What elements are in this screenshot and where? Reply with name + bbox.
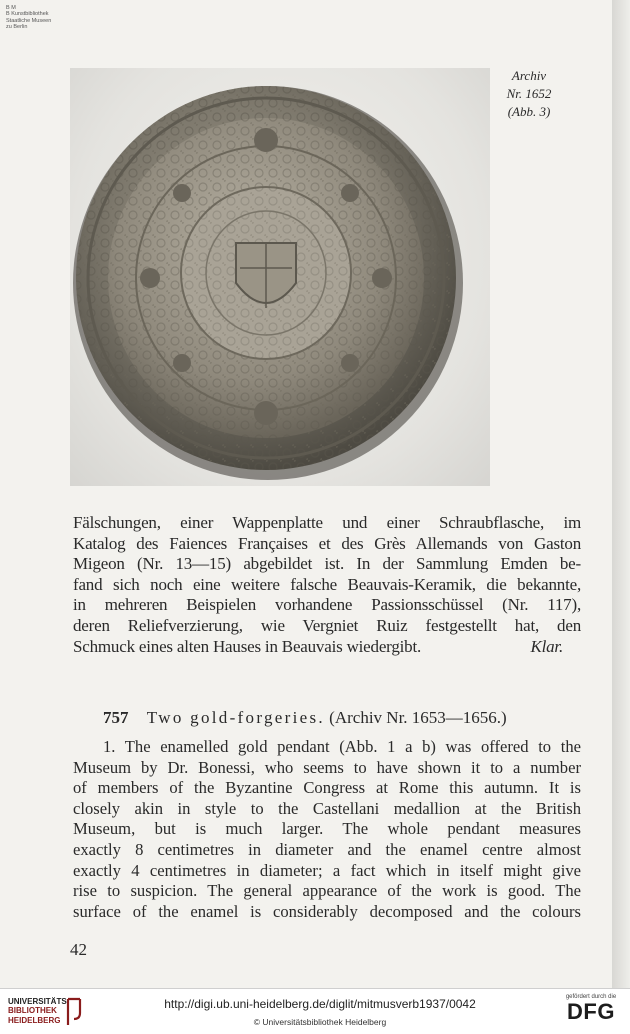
plate-photograph	[70, 68, 490, 486]
caption-line: (Abb. 3)	[507, 104, 551, 119]
text-line: exactly 8 centimetres in diameter and the enamel centre almost	[73, 839, 581, 859]
text-line: exactly 4 centimetres in diameter; a fact which in itself might give	[73, 860, 581, 880]
logo-line: BIBLIOTHEK	[8, 1006, 57, 1016]
german-paragraph	[73, 513, 581, 657]
ornamented-plate-image	[70, 68, 490, 486]
text-line: 1. The enamelled gold pendant (Abb. 1 a b) was offered to the	[103, 737, 581, 756]
dfg-wordmark: DFG	[567, 999, 615, 1024]
page-number: 42	[70, 940, 87, 959]
text-line-content: Schmuck eines alten Hauses in Beauvais wiedergibt.	[73, 636, 422, 656]
text-line: Migeon (Nr. 13—15) abgebildet ist. In der Sammlung Emden be-	[73, 554, 581, 574]
text-line: deren Reliefverzierung, wie Vergniet Ruiz festgestellt hat, den	[73, 615, 581, 635]
section-title: Two gold-forgeries.	[146, 708, 325, 727]
text-line: of members of the Byzantine Congress at Rome this autumn. It is	[73, 778, 581, 798]
text-line-last	[73, 637, 581, 658]
text-line: fand sich noch eine weitere falsche Beauvais-Keramik, die bekannte,	[73, 574, 581, 594]
text-line: closely akin in style to the Castellani medallion at the British	[73, 798, 581, 818]
text-line: in mehreren Beispielen vorhandene Passionsschüssel (Nr. 117),	[73, 595, 581, 615]
text-line: rise to suspicion. The general appearance of the work is good. The	[73, 881, 581, 901]
stamp-line: B M	[6, 5, 16, 11]
figure-caption	[494, 67, 564, 121]
page-edge	[612, 0, 630, 988]
english-paragraph	[73, 737, 581, 922]
stamp-line: Staatliche Museen	[6, 17, 52, 24]
stamp-line: zu Berlin	[6, 24, 28, 31]
stamp-line: B Kunstbibliothek	[6, 11, 49, 18]
dfg-funding-text: gefördert durch die	[565, 994, 617, 1000]
text-line: Museum, but is much larger. The whole pendant measures	[73, 819, 581, 839]
text-line: surface of the enamel is considerably decomposed and the colours	[73, 901, 581, 921]
text-line: Katalog des Faiences Françaises et des Grès Allemands von Gaston	[73, 533, 581, 553]
dfg-logo[interactable]	[558, 994, 624, 1024]
permalink-url[interactable]: http://digi.ub.uni-heidelberg.de/diglit/mitmusverb1937/0042	[164, 997, 476, 1011]
ub-emblem-icon	[64, 997, 84, 1027]
library-stamp	[6, 5, 76, 31]
caption-line: Archiv	[511, 68, 547, 83]
viewer-footer	[0, 988, 630, 1034]
text-line: Museum by Dr. Bonessi, who seems to have shown it to a number	[73, 757, 581, 777]
logo-line: HEIDELBERG	[8, 1015, 61, 1025]
section-heading	[103, 708, 563, 728]
section-reference: (Archiv Nr. 1653—1656.)	[329, 708, 507, 727]
text-line: Fälschungen, einer Wappenplatte und einer Schraubflasche, im	[73, 513, 581, 532]
section-number: 757	[103, 708, 129, 727]
caption-line: Nr. 1652	[506, 86, 552, 101]
copyright-notice: © Universitätsbibliothek Heidelberg	[253, 1017, 387, 1027]
author-signature: Klar.	[530, 636, 563, 656]
logo-line: UNIVERSITÄTS-	[8, 997, 70, 1006]
